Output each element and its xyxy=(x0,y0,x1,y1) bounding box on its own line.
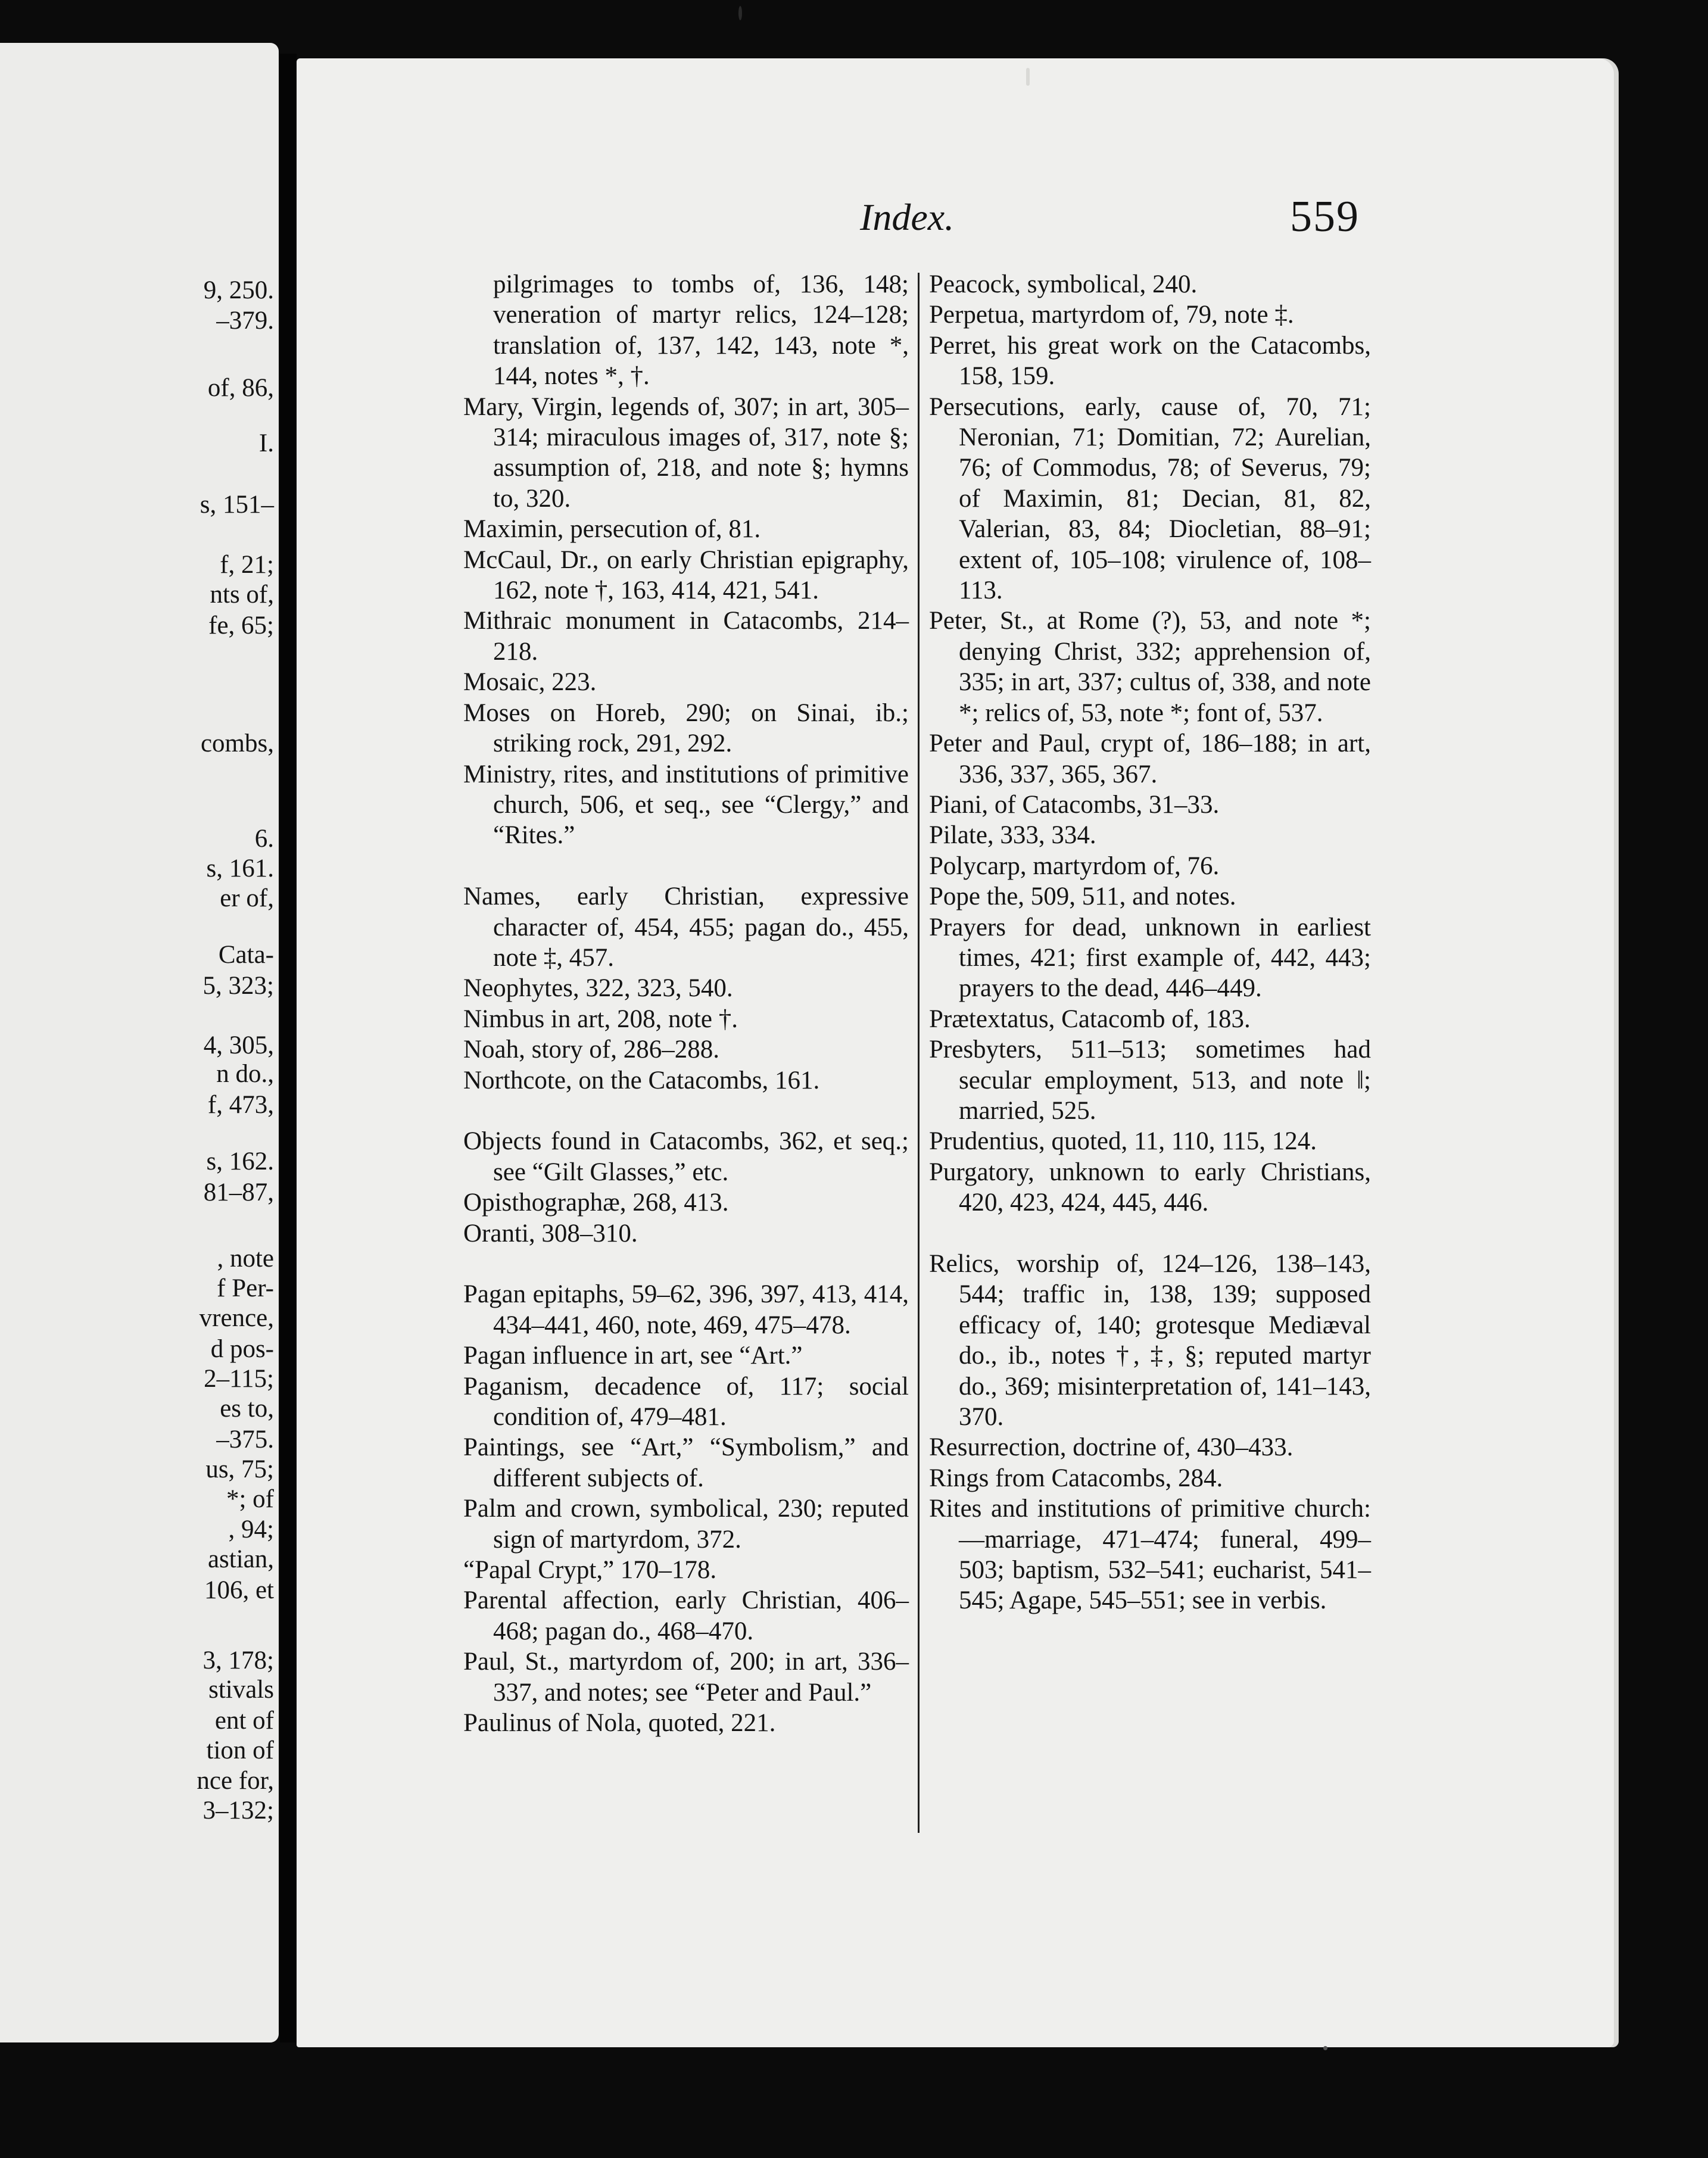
facing-page-text-fragment: 6. xyxy=(254,825,274,853)
index-entry: pilgrimages to tombs of, 136, 148; veneration of martyr relics, 124–128; translation of, 137, 142, 143, note *, 144, notes *, †. xyxy=(493,270,909,391)
index-entry: Nimbus in art, 208, note †. xyxy=(463,1005,738,1033)
index-entry: Paulinus of Nola, quoted, 221. xyxy=(463,1709,776,1738)
index-entry: Peter and Paul, crypt of, 186–188; in art, 336, 337, 365, 367. xyxy=(929,729,1371,788)
index-entry: Neophytes, 322, 323, 540. xyxy=(463,974,733,1003)
column-rule xyxy=(918,273,920,1833)
facing-page-text-fragment: 2–115; xyxy=(204,1365,274,1393)
facing-page-text-fragment: d pos- xyxy=(210,1335,274,1363)
index-entry: Objects found in Catacombs, 362, et seq.; see “Gilt Glasses,” etc. xyxy=(463,1127,909,1186)
index-entry: Mithraic monument in Catacombs, 214–218. xyxy=(463,607,909,666)
letter-section-gap xyxy=(463,1096,909,1126)
letter-section-gap xyxy=(463,1249,909,1279)
index-entry: Maximin, persecution of, 81. xyxy=(463,515,761,544)
scan-speck xyxy=(738,6,742,20)
letter-section-gap xyxy=(463,851,909,881)
index-entry: Peacock, symbolical, 240. xyxy=(929,270,1198,298)
index-entry: Ministry, rites, and institutions of primitive church, 506, et seq., see “Clergy,” and “Rites.” xyxy=(463,760,909,850)
index-entry: Mary, Virgin, legends of, 307; in art, 305–314; miraculous images of, 317, note §; assumption of, 218, and note §; hymns to, 320. xyxy=(463,392,909,513)
index-entry: Perpetua, martyrdom of, 79, note ‡. xyxy=(929,301,1294,329)
facing-page-text-fragment: f, 473, xyxy=(207,1091,274,1119)
index-entry: Pagan influence in art, see “Art.” xyxy=(463,1342,803,1370)
facing-page-text-fragment: tion of xyxy=(206,1736,274,1764)
index-entry: Pilate, 333, 334. xyxy=(929,821,1096,850)
facing-page-text-fragment: 106, et xyxy=(204,1576,274,1604)
index-entry: Purgatory, unknown to early Christians, 420, 423, 424, 445, 446. xyxy=(929,1158,1371,1217)
index-entry: Pope the, 509, 511, and notes. xyxy=(929,882,1236,911)
facing-page-text-fragment: 3–132; xyxy=(202,1797,274,1825)
index-entry: Resurrection, doctrine of, 430–433. xyxy=(929,1433,1294,1462)
index-entry: Names, early Christian, expressive character of, 454, 455; pagan do., 455, note ‡, 457. xyxy=(463,882,909,972)
index-entry: Moses on Horeb, 290; on Sinai, ib.; striking rock, 291, 292. xyxy=(463,698,909,758)
index-entry: Rings from Catacombs, 284. xyxy=(929,1464,1223,1492)
page-edge-mark xyxy=(1026,68,1030,86)
index-entry: McCaul, Dr., on early Christian epigraphy, 162, note †, 163, 414, 421, 541. xyxy=(463,545,909,605)
facing-page-text-fragment: astian, xyxy=(207,1545,274,1573)
page-number: 559 xyxy=(1290,192,1360,241)
facing-page-text-fragment: –375. xyxy=(216,1426,274,1454)
index-entry: Persecutions, early, cause of, 70, 71; Neronian, 71; Domitian, 72; Aurelian, 76; of Commodus, 78; of Severus, 79; of Maximin, 81; Decian, 81, 82, Valerian, 83, 84; Diocletian, 88–91; extent of, 105–108; virulence of, 108–113. xyxy=(929,392,1371,605)
facing-page-text-fragment: 4, 305, xyxy=(203,1031,274,1059)
book-gutter xyxy=(280,54,297,2042)
index-entry: Oranti, 308–310. xyxy=(463,1219,638,1248)
facing-page-fragment xyxy=(0,43,279,2042)
facing-page-text-fragment: I. xyxy=(258,429,274,457)
index-entry: Piani, of Catacombs, 31–33. xyxy=(929,790,1220,819)
index-entry: Peter, St., at Rome (?), 53, and note *; denying Christ, 332; apprehension of, 335; in art, 337; cultus of, 338, and note *; relics of, 53, note *; font of, 537. xyxy=(929,607,1371,727)
index-entry: Presbyters, 511–513; sometimes had secular employment, 513, and note ‖; married, 525. xyxy=(929,1036,1371,1125)
facing-page-text-fragment: vrence, xyxy=(199,1304,274,1332)
index-entry: Mosaic, 223. xyxy=(463,668,597,697)
index-column-left xyxy=(463,269,909,1738)
facing-page-text-fragment: us, 75; xyxy=(205,1455,274,1483)
facing-page-text-fragment: , note xyxy=(217,1245,274,1273)
facing-page-text-fragment: s, 151– xyxy=(200,491,274,519)
index-entry: Noah, story of, 286–288. xyxy=(463,1036,719,1064)
facing-page-text-fragment: nts of, xyxy=(210,581,274,609)
index-entry: Rites and institutions of primitive church:—marriage, 471–474; funeral, 499–503; baptism, 532–541; eucharist, 541–545; Agape, 545–551; see in verbis. xyxy=(929,1495,1371,1615)
facing-page-text-fragment: fe, 65; xyxy=(208,612,274,640)
facing-page-text-fragment: s, 161. xyxy=(206,855,274,882)
index-entry: Relics, worship of, 124–126, 138–143, 544; traffic in, 138, 139; supposed efficacy of, 140; grotesque Mediæval do., ib., notes †, ‡, §; reputed martyr do., 369; misinterpretation of, 141–143, 370. xyxy=(929,1249,1371,1432)
running-head: Index. xyxy=(860,196,955,238)
facing-page-text-fragment: *; of xyxy=(226,1485,274,1513)
facing-page-text-fragment: 9, 250. xyxy=(203,276,274,304)
index-entry: Northcote, on the Catacombs, 161. xyxy=(463,1066,820,1094)
facing-page-text-fragment: s, 162. xyxy=(206,1147,274,1175)
index-entry: Pagan epitaphs, 59–62, 396, 397, 413, 414, 434–441, 460, note, 469, 475–478. xyxy=(463,1280,909,1339)
facing-page-text-fragment: Cata- xyxy=(218,941,274,969)
index-entry: Prudentius, quoted, 11, 110, 115, 124. xyxy=(929,1127,1317,1156)
index-entry: Prætextatus, Catacomb of, 183. xyxy=(929,1005,1251,1033)
index-entry: Perret, his great work on the Catacombs, 158, 159. xyxy=(929,331,1371,391)
facing-page-text-fragment: f Per- xyxy=(217,1274,274,1302)
facing-page-text-fragment: combs, xyxy=(200,729,274,757)
scan-speck xyxy=(1323,2046,1327,2050)
index-entry: Paul, St., martyrdom of, 200; in art, 336–337, and notes; see “Peter and Paul.” xyxy=(463,1648,909,1707)
index-column-right xyxy=(929,269,1371,1616)
index-entry: Polycarp, martyrdom of, 76. xyxy=(929,852,1220,880)
index-entry: Opisthographæ, 268, 413. xyxy=(463,1189,729,1217)
letter-section-gap xyxy=(929,1218,1371,1249)
facing-page-text-fragment: nce for, xyxy=(197,1767,274,1795)
facing-page-text-fragment: stivals xyxy=(208,1676,274,1704)
facing-page-text-fragment: –379. xyxy=(216,307,274,335)
facing-page-text-fragment: f, 21; xyxy=(220,551,274,579)
index-entry: Prayers for dead, unknown in earliest times, 421; first example of, 442, 443; prayers to the dead, 446–449. xyxy=(929,913,1371,1003)
facing-page-text-fragment: 5, 323; xyxy=(202,972,274,1000)
facing-page-text-fragment: ent of xyxy=(214,1707,274,1735)
facing-page-text-fragment: , 94; xyxy=(228,1515,274,1543)
index-entry: Paintings, see “Art,” “Symbolism,” and different subjects of. xyxy=(463,1433,909,1492)
index-entry: Parental affection, early Christian, 406–468; pagan do., 468–470. xyxy=(463,1586,909,1645)
facing-page-text-fragment: of, 86, xyxy=(207,374,274,402)
index-entry: Palm and crown, symbolical, 230; reputed sign of martyrdom, 372. xyxy=(463,1495,909,1554)
index-entry: Paganism, decadence of, 117; social condition of, 479–481. xyxy=(463,1372,909,1431)
index-entry: “Papal Crypt,” 170–178. xyxy=(463,1556,717,1585)
facing-page-text-fragment: 81–87, xyxy=(203,1178,274,1206)
facing-page-text-fragment: er of, xyxy=(220,884,274,912)
facing-page-text-fragment: n do., xyxy=(216,1060,274,1088)
facing-page-text-fragment: 3, 178; xyxy=(202,1646,274,1674)
facing-page-text-fragment: es to, xyxy=(220,1395,274,1423)
